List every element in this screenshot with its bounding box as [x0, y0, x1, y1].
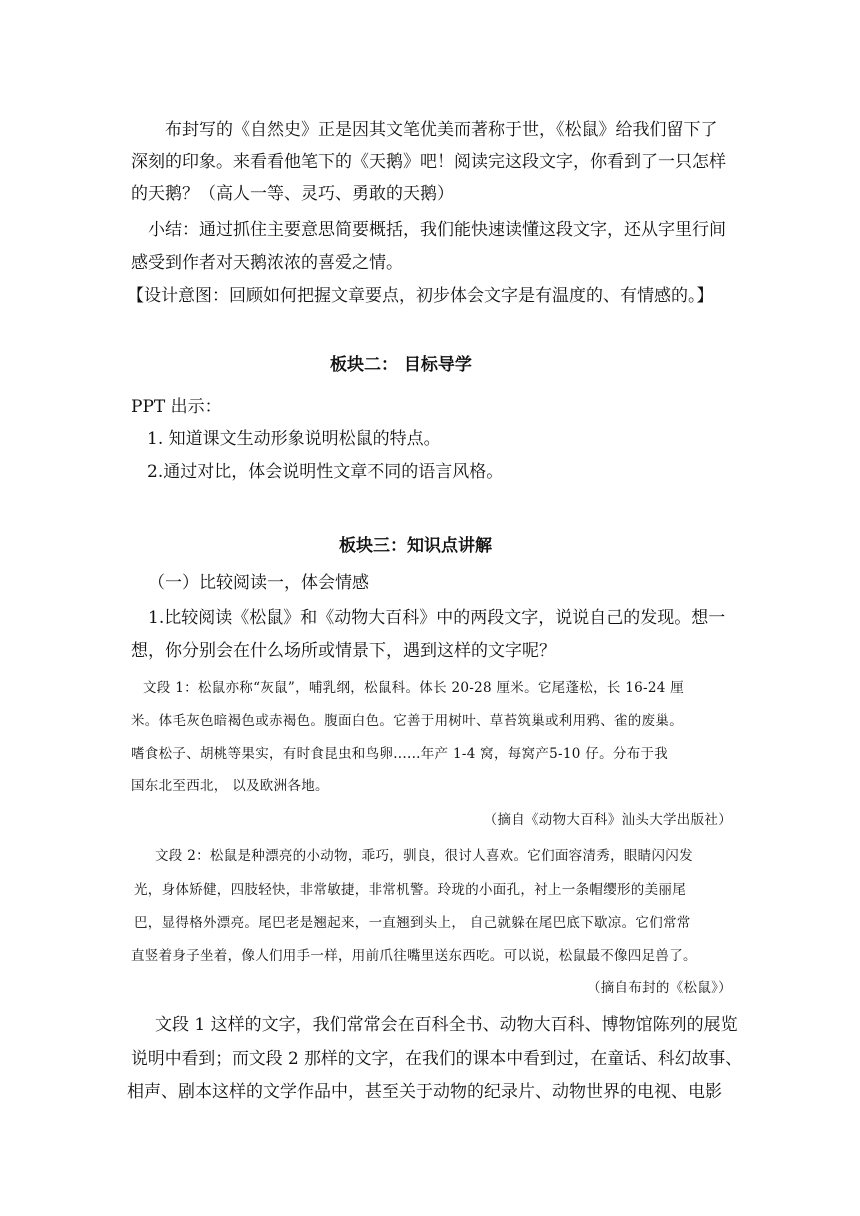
goal-2: 2.通过对比，体会说明性文章不同的语言风格。: [147, 462, 504, 482]
passage-2-line-4: 直竖着身子坐着，像人们用手一样，用前爪往嘴里送东西吃。可以说，松鼠最不像四足兽了。: [131, 948, 697, 964]
passage-1-line-2: 米。体毛灰色暗褐色或赤褐色。腹面白色。它善于用树叶、草苔筑巢或利用鸦、雀的废巢。: [131, 713, 683, 729]
passage-1-source: （摘自《动物大百科》汕头大学出版社）: [483, 812, 732, 828]
ppt-label: PPT 出示：: [131, 397, 222, 417]
intro-line-3: 的天鹅？（高人一等、灵巧、勇敢的天鹅）: [131, 184, 454, 204]
summary-line-2: 感受到作者对天鹅浓浓的喜爱之情。: [131, 253, 403, 273]
analysis-line-3: 相声、剧本这样的文学作品中，甚至关于动物的纪录片、动物世界的电视、电影: [127, 1082, 722, 1102]
passage-2-source: （摘自布封的《松鼠》）: [586, 980, 732, 996]
goal-1: 1. 知道课文生动形象说明松鼠的特点。: [147, 429, 441, 449]
question-1-line-2: 想，你分别会在什么场所或情景下，遇到这样的文字呢？: [131, 641, 556, 661]
design-intent: 【设计意图：回顾如何把握文章要点，初步体会文字是有温度的、有情感的。】: [127, 286, 714, 306]
passage-2-line-3: 巴，显得格外漂亮。尾巴老是翘起来，一直翘到头上， 自己就躲在尾巴底下歇凉。它们常常: [134, 915, 691, 931]
section3-heading: 板块三：知识点讲解: [339, 536, 492, 556]
passage-1-line-1: 文段 1：松鼠亦称“灰鼠”，哺乳纲，松鼠科。体长 20-28 厘米。它尾蓬松，长 16-24 厘: [143, 680, 685, 696]
analysis-line-1: 文段 1 这样的文字，我们常常会在百科全书、动物大百科、博物馆陈列的展览: [155, 1015, 738, 1035]
intro-line-2: 深刻的印象。来看看他笔下的《天鹅》吧！阅读完这段文字，你看到了一只怎样: [131, 152, 726, 172]
question-1-line-1: 1.比较阅读《松鼠》和《动物大百科》中的两段文字，说说自己的发现。想一: [148, 608, 726, 628]
passage-1-line-4: 国东北至西北， 以及欧洲各地。: [131, 778, 329, 794]
passage-1-line-3: 嗜食松子、胡桃等果实，有时食昆虫和鸟卵......年产 1-4 窝，每窝产5-10 仔。分布于我: [131, 746, 669, 762]
passage-2-line-2: 光，身体矫健，四肢轻快，非常敏捷，非常机警。玲珑的小面孔，衬上一条帽缨形的美丽尾: [134, 882, 686, 898]
section2-heading: 板块二： 目标导学: [330, 355, 472, 375]
analysis-line-2: 说明中看到；而文段 2 那样的文字，在我们的课本中看到过，在童话、科幻故事、: [131, 1049, 743, 1069]
intro-line-1: 布封写的《自然史》正是因其文笔优美而著称于世，《松鼠》给我们留下了: [165, 120, 718, 140]
subsection-1: （一）比较阅读一，体会情感: [148, 573, 369, 593]
passage-2-line-1: 文段 2：松鼠是种漂亮的小动物，乖巧，驯良，很讨人喜欢。它们面容清秀，眼睛闪闪发: [155, 848, 693, 864]
summary-line-1: 小结：通过抓住主要意思简要概括，我们能快速读懂这段文字，还从字里行间: [148, 220, 726, 240]
